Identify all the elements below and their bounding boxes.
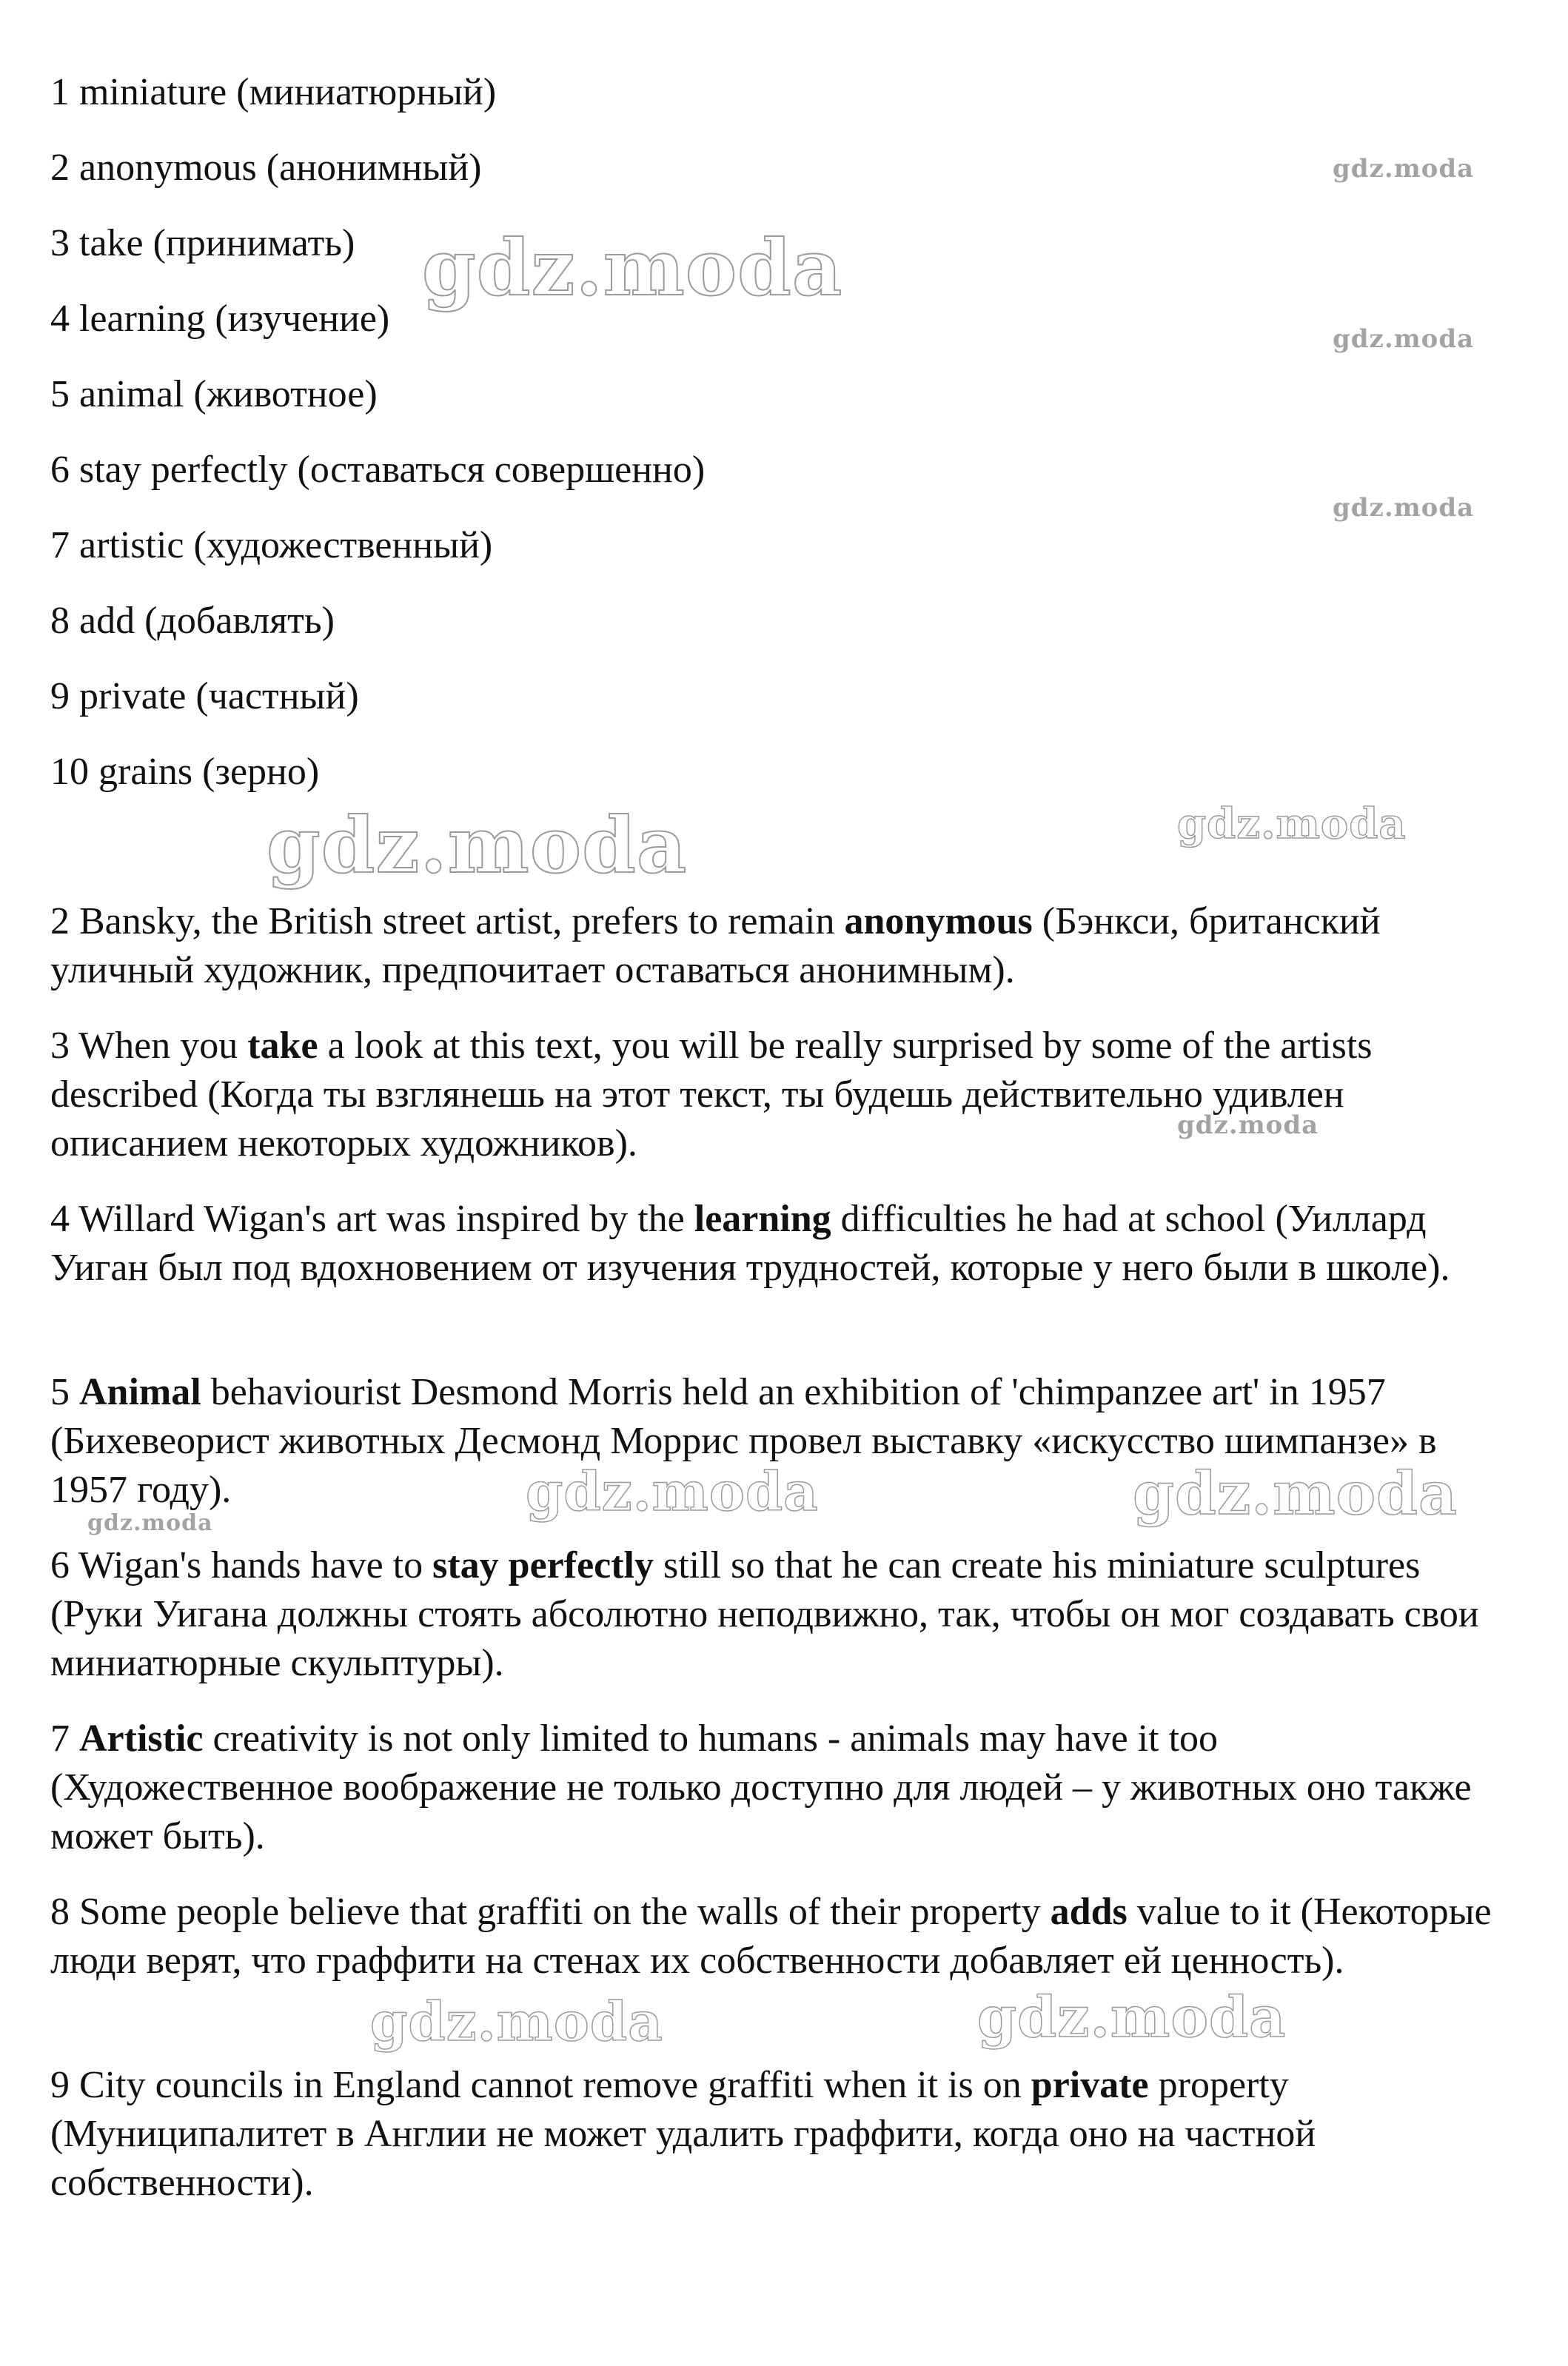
word-list-item: 10 grains (зерно) <box>50 751 320 793</box>
sentence-keyword: Animal <box>79 1371 201 1413</box>
sentence-text: difficulties he had at school (Уиллард Уиган был под вдохновением от изучения трудностей, которые у него были в школе). <box>50 1198 1450 1289</box>
sentence-text: still so that he can create his miniature sculptures (Руки Уигана должны стоять абсолютно неподвижно, так, чтобы он мог создавать свои миниатюрные скульптуры). <box>50 1544 1479 1684</box>
watermark: gdz.moda <box>1333 154 1475 184</box>
word-list-item: 2 anonymous (анонимный) <box>50 147 482 189</box>
sentence-keyword: anonymous <box>844 900 1033 942</box>
word-list-item: 7 artistic (художественный) <box>50 524 493 566</box>
sentence-text: 5 <box>50 1371 79 1413</box>
sentence <box>50 1715 1501 1861</box>
sentence <box>50 2061 1501 2208</box>
watermark: gdz.moda <box>1333 493 1475 523</box>
word-list-item: 9 private (частный) <box>50 675 359 717</box>
watermark: gdz.moda <box>1177 800 1407 848</box>
sentence-keyword: adds <box>1050 1891 1128 1933</box>
sentence-keyword: Artistic <box>79 1717 204 1760</box>
watermark: gdz.moda <box>526 1460 819 1523</box>
sentence-text: 6 Wigan's hands have to <box>50 1544 433 1586</box>
sentence <box>50 897 1501 995</box>
word-list-item: 8 add (добавлять) <box>50 600 335 642</box>
sentence-text: (Бэнкси, британский уличный художник, предпочитает оставаться анонимным). <box>50 900 1381 991</box>
sentence-keyword: private <box>1031 2064 1149 2106</box>
watermark: gdz.moda <box>1333 324 1475 354</box>
sentence-text: property (Муниципалитет в Англии не может удалить граффити, когда оно на частной собственности). <box>50 2064 1316 2204</box>
sentence <box>50 1888 1501 1985</box>
word-list-item: 3 take (принимать) <box>50 222 355 264</box>
sentence-text: 2 Bansky, the British street artist, prefers to remain <box>50 900 845 942</box>
watermark: gdz.moda <box>87 1510 213 1536</box>
watermark: gdz.moda <box>1133 1458 1458 1528</box>
watermark: gdz.moda <box>977 1984 1287 2050</box>
sentence-text: a look at this text, you will be really surprised by some of the artists described (Когда ты взглянешь на этот текст, ты будешь действительно удивлен описанием некоторых художников). <box>50 1025 1373 1164</box>
sentence-text: value to it (Некоторые люди верят, что граффити на стенах их собственности добавляет ей ценность). <box>50 1891 1492 1982</box>
sentence-keyword: learning <box>694 1198 831 1240</box>
sentence <box>50 1022 1501 1168</box>
sentence-text: 3 When you <box>50 1025 248 1067</box>
watermark: gdz.moda <box>422 222 843 313</box>
sentence-text: 8 Some people believe that graffiti on the walls of their property <box>50 1891 1051 1933</box>
sentence-text: 9 City councils in England cannot remove graffiti when it is on <box>50 2064 1031 2106</box>
word-list-item: 5 animal (животное) <box>50 373 378 415</box>
watermark: gdz.moda <box>370 1990 663 2053</box>
sentence <box>50 1195 1501 1293</box>
sentence-keyword: take <box>247 1025 318 1067</box>
word-list-item: 1 miniature (миниатюрный) <box>50 71 497 113</box>
sentence-text: behaviourist Desmond Morris held an exhibition of 'chimpanzee art' in 1957 (Бихевеорист животных Десмонд Моррис провел выставку «искусство шимпанзе» в 1957 году). <box>50 1371 1437 1511</box>
word-list-item: 6 stay perfectly (оставаться совершенно) <box>50 449 706 491</box>
word-list-item: 4 learning (изучение) <box>50 298 390 340</box>
sentence-text: creativity is not only limited to humans - animals may have it too (Художественное воображение не только доступно для людей – у животных оно также может быть). <box>50 1717 1472 1857</box>
watermark: gdz.moda <box>1177 1110 1319 1140</box>
sentence-keyword: stay perfectly <box>432 1544 654 1586</box>
sentence-text: 4 Willard Wigan's art was inspired by the <box>50 1198 694 1240</box>
watermark: gdz.moda <box>267 800 688 891</box>
sentence <box>50 1541 1501 1688</box>
sentence-text: 7 <box>50 1717 79 1760</box>
